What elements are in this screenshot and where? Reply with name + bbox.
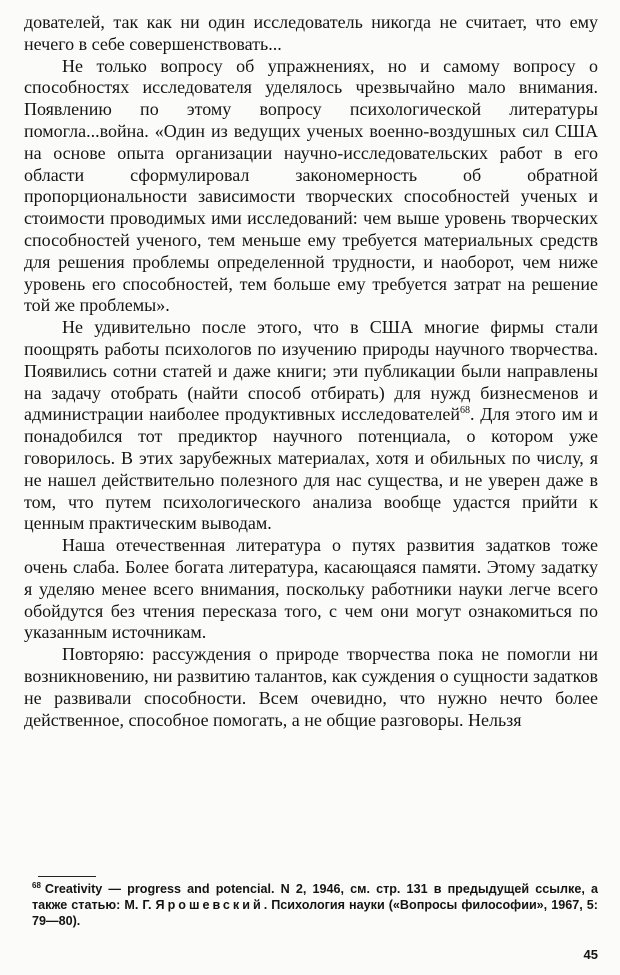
main-text — [24, 12, 598, 731]
paragraph-4: Наша отечественная литература о путях развития задатков тоже очень слаба. Более богата литература, касающаяся памяти. Этому задатку я уделяю менее всего внимания, поскольку работники науки легче всего обойдутся без чтения пересказа того, с чем они могут ознакомиться по указанным источникам. — [24, 535, 598, 643]
paragraph-2: Не только вопросу об упражнениях, но и самому вопросу о способностях исследователя уделялось чрезвычайно мало внимания. Появлению по этому вопросу психологической литературы помогла...война. «Один из ведущих ученых военно-воздушных сил США на основе опыта организации научно-исследовательских работ в его области сформулировал закономерность об обратной пропорциональности зависимости творческих способностей ученых и стоимости проводимых ими исследований: чем выше уровень творческих способностей ученого, тем меньше ему требуется материальных средств для решения проблемы определенной трудности, и наоборот, чем ниже уровень его способностей, тем больше ему требуется затрат на решение той же проблемы». — [24, 55, 598, 316]
footnote-divider — [38, 876, 96, 877]
paragraph-1: дователей, так как ни один исследователь никогда не считает, что ему нечего в себе совершенствовать... — [24, 12, 598, 54]
paragraph-5: Повторяю: рассуждения о природе творчества пока не помогли ни возникновению, ни развитию талантов, как суждения о сущности задатков не развивали способности. Всем очевидно, что нужно нечто более действенное, способное помогать, а не общие разговоры. Нельзя — [24, 644, 598, 730]
footnote-mark: 68 — [32, 880, 41, 890]
footnote-text-a: Creativity — progress and potencial. N 2, 1946, см. стр. 131 в предыдущей ссылке, а также статью: М. Г. — [32, 882, 598, 912]
paragraph-3 — [24, 317, 598, 535]
paragraph-3-text-a: Не удивительно после этого, что в США многие фирмы стали поощрять работы психологов по изучению природы научного творчества. Появились сотни статей и даже книги; эти публикации были направлены на задачу отобрать (найти способ отбирать) для нужд бизнесменов и администрации наиболее продуктивных исследователей — [24, 317, 598, 425]
footnote-author: Ярошевский — [155, 898, 264, 912]
footnote-text-b: . Психология науки («Вопросы философии», 1967, 5: 79—80). — [32, 898, 598, 928]
paragraph-3-text-b: . Для этого им и понадобился тот предиктор научного потенциала, о котором уже говорилось. В этих зарубежных материалах, хотя и обильных по числу, я не нашел действительно полезного для нас существа, и не уверен даже в том, что путем психологического анализа вообще удастся прийти к ценным практическим выводам. — [24, 404, 598, 534]
footnote-reference[interactable]: 68 — [460, 405, 471, 417]
page-number: 45 — [583, 947, 598, 962]
footnote — [32, 881, 598, 929]
